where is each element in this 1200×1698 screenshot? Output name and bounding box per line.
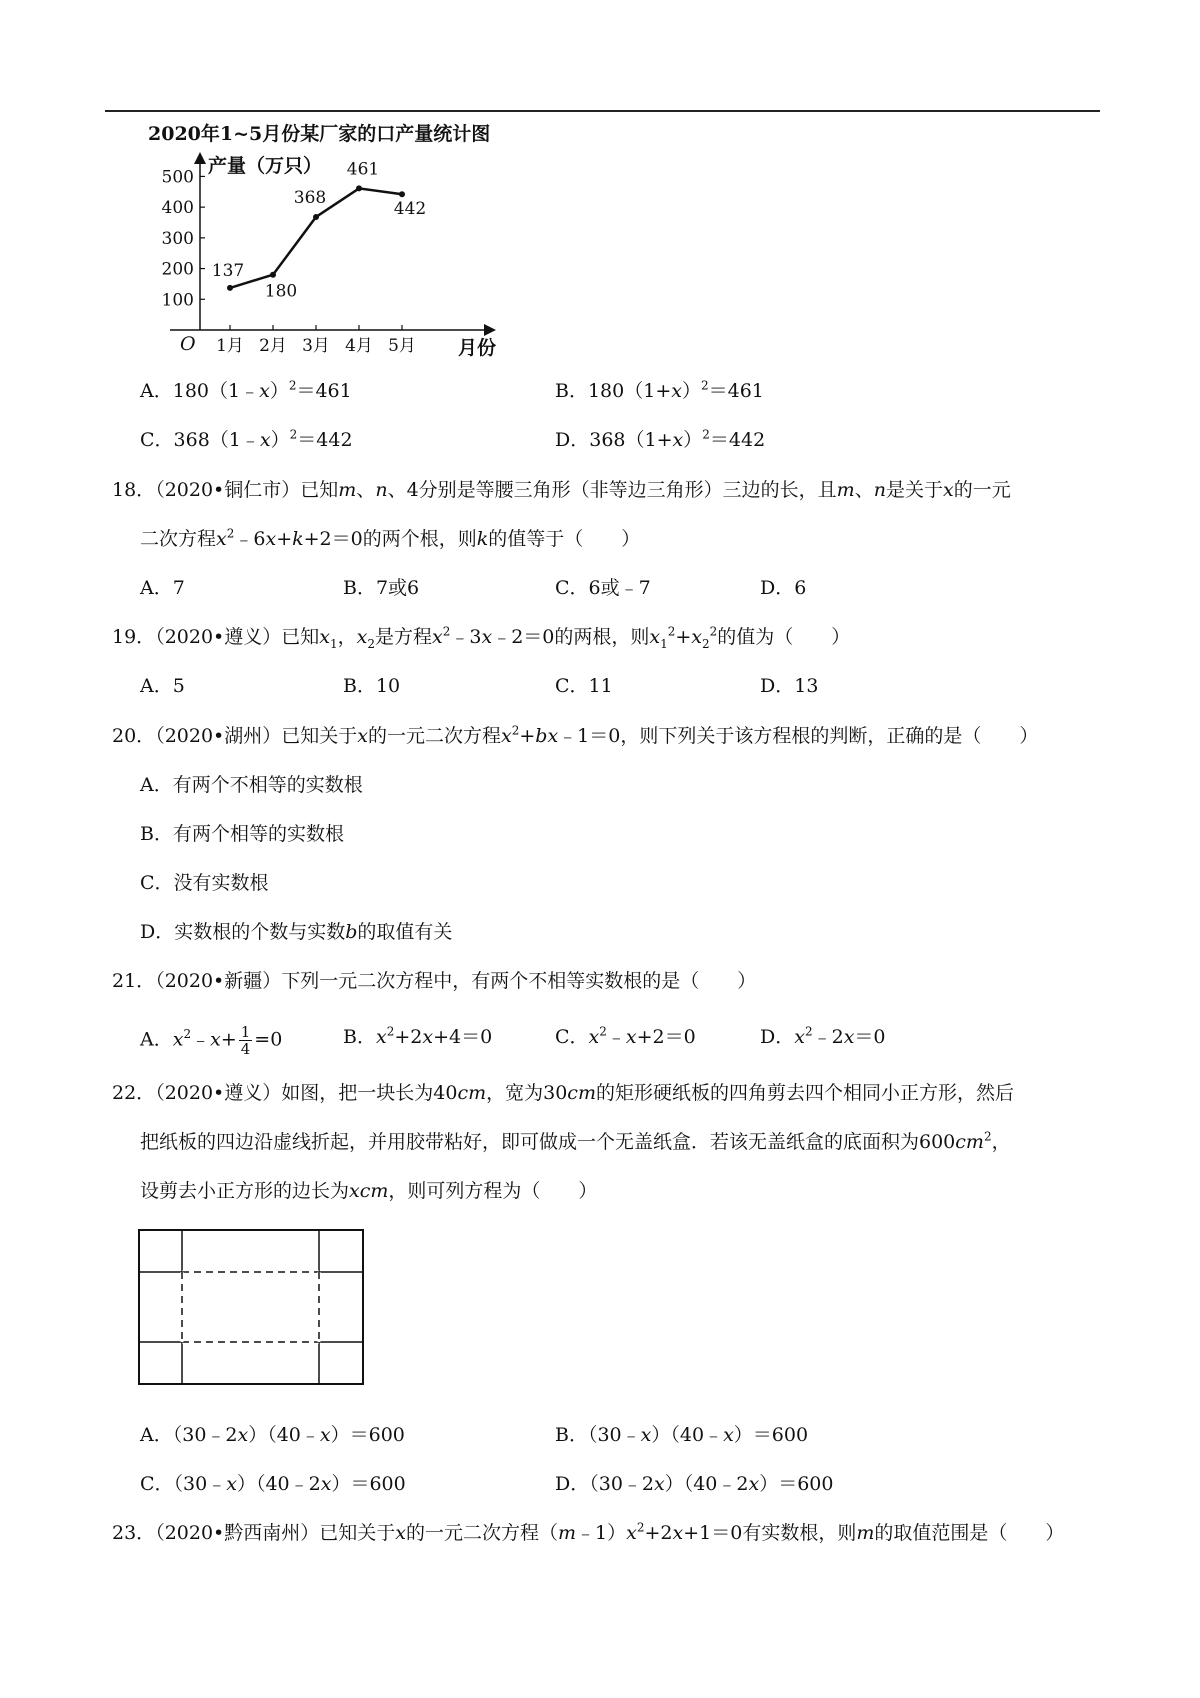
data-point <box>270 272 276 278</box>
q20-stem: 20．（2020•湖州）已知关于x的一元二次方程$x^2+bx﹣1=0$，则下列关于该方程根的判断，正确的是（ ） <box>112 723 1039 747</box>
y-tick-label: 400 <box>161 198 194 219</box>
cardboard-outline <box>139 1230 363 1384</box>
q17-option-b[interactable]: B．$180(1+x)^2=461$ <box>555 378 764 402</box>
q17-option-c[interactable]: C．368（1﹣x）$^2$＝442 <box>140 427 353 451</box>
x-tick-label: 1月 <box>216 336 244 356</box>
chart-title: 2020年1~5月份某厂家的口产量统计图 <box>148 123 491 145</box>
x-tick-label: 4月 <box>345 336 373 356</box>
header-rule <box>105 110 1100 112</box>
q18-option-b[interactable]: B．7或6 <box>343 577 420 599</box>
x-tick-label: 2月 <box>259 336 287 356</box>
y-axis-label: 产量（万只） <box>208 155 323 177</box>
q18-stem-line2: 二次方程$x^2﹣6x+k+2=0$的两个根，则k的值等于（ ） <box>140 526 641 550</box>
q20-option-b[interactable]: B．有两个相等的实数根 <box>140 823 344 845</box>
data-label: 442 <box>393 199 427 220</box>
q19-option-c[interactable]: C．11 <box>555 675 613 697</box>
q21-option-c[interactable]: C．$x^2﹣x+2=0$ <box>555 1024 696 1048</box>
x-tick-label: 5月 <box>388 336 416 356</box>
data-point <box>356 185 362 191</box>
data-label: 137 <box>211 260 245 281</box>
production-line-chart <box>130 118 530 358</box>
q21-stem: 21．（2020•新疆）下列一元二次方程中，有两个不相等实数根的是（ ） <box>112 970 757 992</box>
q19-option-b[interactable]: B．10 <box>343 675 401 697</box>
q18-stem-line1: 18．（2020•铜仁市）已知m、n、4分别是等腰三角形（非等边三角形）三边的长，且m、n是关于x的一元 <box>112 479 1011 501</box>
q19-stem: 19．（2020•遵义）已知$x_1$，$x_2$是方程$x^2﹣3x﹣2=0$的两根，则$x_1^2+x_2^2$的值为（ ） <box>112 624 851 651</box>
q21-option-a[interactable]: A．$x^2﹣x+$ $\frac{1}{4}$ =0 <box>140 1023 283 1058</box>
data-point <box>399 191 405 197</box>
q19-option-a[interactable]: A．5 <box>140 675 185 697</box>
q17-option-d[interactable]: D．$368(1+x)^2=442$ <box>555 427 766 451</box>
q22-option-b[interactable]: B．（30﹣x）（40﹣x）＝600 <box>555 1424 809 1446</box>
y-tick-label: 100 <box>161 290 194 311</box>
q23-stem: 23．（2020•黔西南州）已知关于x的一元二次方程$(m﹣1)x^2+2x+1=0$有实数根，则m的取值范围是（ ） <box>112 1520 1065 1544</box>
q20-option-c[interactable]: C．没有实数根 <box>140 872 269 894</box>
x-tick-label: 3月 <box>302 336 330 356</box>
q21-option-d[interactable]: D．$x^2﹣2x=0$ <box>760 1024 886 1048</box>
q18-option-d[interactable]: D．6 <box>760 577 807 599</box>
y-tick-label: 300 <box>161 228 194 249</box>
q22-stem-line1: 22．（2020•遵义）如图，把一块长为40cm，宽为30cm的矩形硬纸板的四角剪去四个相同小正方形，然后 <box>112 1082 1014 1104</box>
q19-option-d[interactable]: D．13 <box>760 675 819 697</box>
q17-option-a[interactable]: A．180（1﹣x）$^2$＝461 <box>140 378 352 402</box>
q22-option-d[interactable]: D．（30﹣2x）（40﹣2x）＝600 <box>555 1473 834 1495</box>
data-point <box>227 285 233 291</box>
fraction-one-quarter: $\frac{1}{4}$ <box>240 1023 251 1058</box>
q22-option-a[interactable]: A．（30﹣2x）（40﹣x）＝600 <box>140 1424 405 1446</box>
data-point <box>313 214 319 220</box>
q22-stem-line3: 设剪去小正方形的边长为xcm，则可列方程为（ ） <box>140 1180 598 1202</box>
data-label: 180 <box>264 281 298 302</box>
q18-option-c[interactable]: C．6或﹣7 <box>555 577 651 599</box>
y-tick-label: 200 <box>161 259 194 280</box>
q20-option-d[interactable]: D．实数根的个数与实数b的取值有关 <box>140 921 453 943</box>
q20-option-a[interactable]: A．有两个不相等的实数根 <box>140 774 363 796</box>
data-label: 368 <box>293 187 327 208</box>
cardboard-diagram <box>137 1228 367 1388</box>
y-tick-label: 500 <box>161 167 194 188</box>
origin-label: O <box>180 333 196 355</box>
q22-stem-line2: 把纸板的四边沿虚线折起，并用胶带粘好，即可做成一个无盖纸盒．若该无盖纸盒的底面积为$600cm^2$， <box>140 1129 1011 1153</box>
data-label: 461 <box>346 159 380 180</box>
q21-option-b[interactable]: B．$x^2+2x+4=0$ <box>343 1024 493 1048</box>
x-axis-label: 月份 <box>458 337 497 358</box>
q22-option-c[interactable]: C．（30﹣x）（40﹣2x）＝600 <box>140 1473 406 1495</box>
q18-option-a[interactable]: A．7 <box>140 577 185 599</box>
